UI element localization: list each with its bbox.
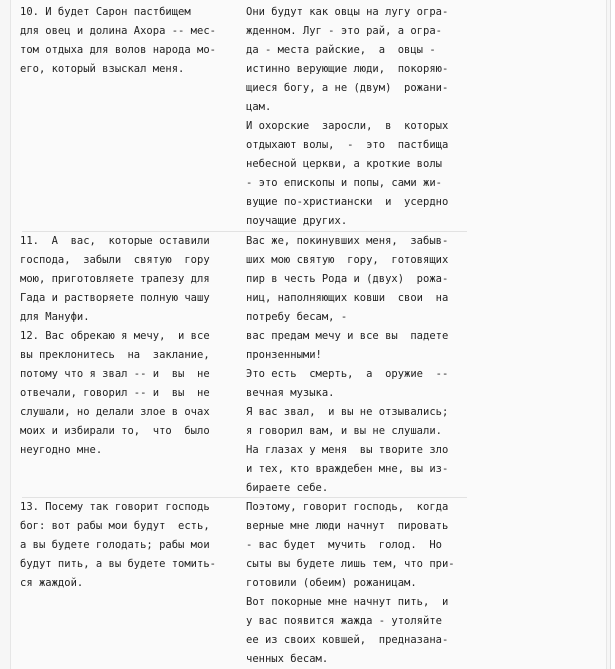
right-line: Вас же, покинувших меня, забыв-	[246, 235, 449, 247]
right-line: вас предам мечу и все вы падете	[246, 330, 449, 342]
left-line: вы преклонитесь на заклание,	[20, 349, 210, 361]
right-line: поучащие других.	[246, 215, 348, 227]
right-line: и тех, кто враждебен мне, вы из-	[246, 463, 449, 475]
left-line: потому что я звал -- и вы не	[20, 368, 210, 380]
right-line: сыты вы будете лишь тем, что при-	[246, 558, 455, 570]
right-line: у вас появится жажда - утоляйте	[246, 615, 442, 627]
left-line: будут пить, а вы будете томить-	[20, 558, 216, 570]
right-line: Я вас звал, и вы не отзывались;	[246, 406, 449, 418]
left-line: господа, забыли святую гору	[20, 254, 210, 266]
left-line: Гада и растворяете полную чашу	[20, 292, 210, 304]
left-line: бог: вот рабы мои будут есть,	[20, 520, 210, 532]
right-line: да - места райские, а овцы -	[246, 44, 436, 56]
right-line: пронзенными!	[246, 349, 322, 361]
right-line: бираете себе.	[246, 482, 329, 494]
left-line: отвечали, говорил -- и вы не	[20, 387, 210, 399]
left-line: 12. Вас обрекаю я мечу, и все	[20, 330, 210, 342]
right-line: жденном. Луг - это рай, а огра-	[246, 25, 442, 37]
left-line: 13. Посему так говорит господь	[20, 501, 210, 513]
right-line: Вот покорные мне начнут пить, и	[246, 596, 449, 608]
left-line: неугодно мне.	[20, 444, 103, 456]
right-line: небесной церкви, а кроткие волы	[246, 158, 442, 170]
right-line: готовили (обеим) рожаницам.	[246, 577, 417, 589]
right-line: пир в честь Рода и (двух) рожа-	[246, 273, 449, 285]
right-line: истинно верующие люди, покоряю-	[246, 63, 449, 75]
left-line: для Мануфи.	[20, 311, 90, 323]
left-line: слушали, но делали злое в очах	[20, 406, 210, 418]
right-line: вечная музыка.	[246, 387, 335, 399]
right-line: потребу бесам, -	[246, 311, 348, 323]
right-line: Они будут как овцы на лугу огра-	[246, 6, 449, 18]
right-line: я говорил вам, и вы не слушали.	[246, 425, 442, 437]
left-line: 10. И будет Сарон пастбищем	[20, 6, 191, 18]
right-line: ее из своих ковшей, предназана-	[246, 634, 449, 646]
right-line: вущие по-христиански и усердно	[246, 196, 449, 208]
left-line: мою, приготовляете трапезу для	[20, 273, 210, 285]
left-line: 11. А вас, которые оставили	[20, 235, 210, 247]
left-line: а вы будете голодать; рабы мои	[20, 539, 210, 551]
right-line: И охорские заросли, в которых	[246, 120, 449, 132]
right-line: щиеся богу, а не (двум) рожани-	[246, 82, 449, 94]
right-line: Поэтому, говорит господь, когда	[246, 501, 449, 513]
left-line: моих и избирали то, что было	[20, 425, 210, 437]
right-line: верные мне люди начнут пировать	[246, 520, 449, 532]
right-line: - вас будет мучить голод. Но	[246, 539, 442, 551]
right-line: отдыхают волы, - это пастбища	[246, 139, 449, 151]
right-line: - это епископы и попы, сами жи-	[246, 177, 442, 189]
left-line: ся жаждой.	[20, 577, 84, 589]
right-line: На глазах у меня вы творите зло	[246, 444, 449, 456]
right-line: ших мою святую гору, готовящих	[246, 254, 449, 266]
left-line: его, который взыскал меня.	[20, 63, 185, 75]
right-line: цам.	[246, 101, 272, 113]
right-line: ченных бесам.	[246, 653, 329, 665]
right-line: Это есть смерть, а оружие --	[246, 368, 449, 380]
left-line: для овец и долина Ахора -- мес-	[20, 25, 216, 37]
left-line: том отдыха для волов народа мо-	[20, 44, 216, 56]
right-line: ниц, наполняющих ковши свои на	[246, 292, 449, 304]
